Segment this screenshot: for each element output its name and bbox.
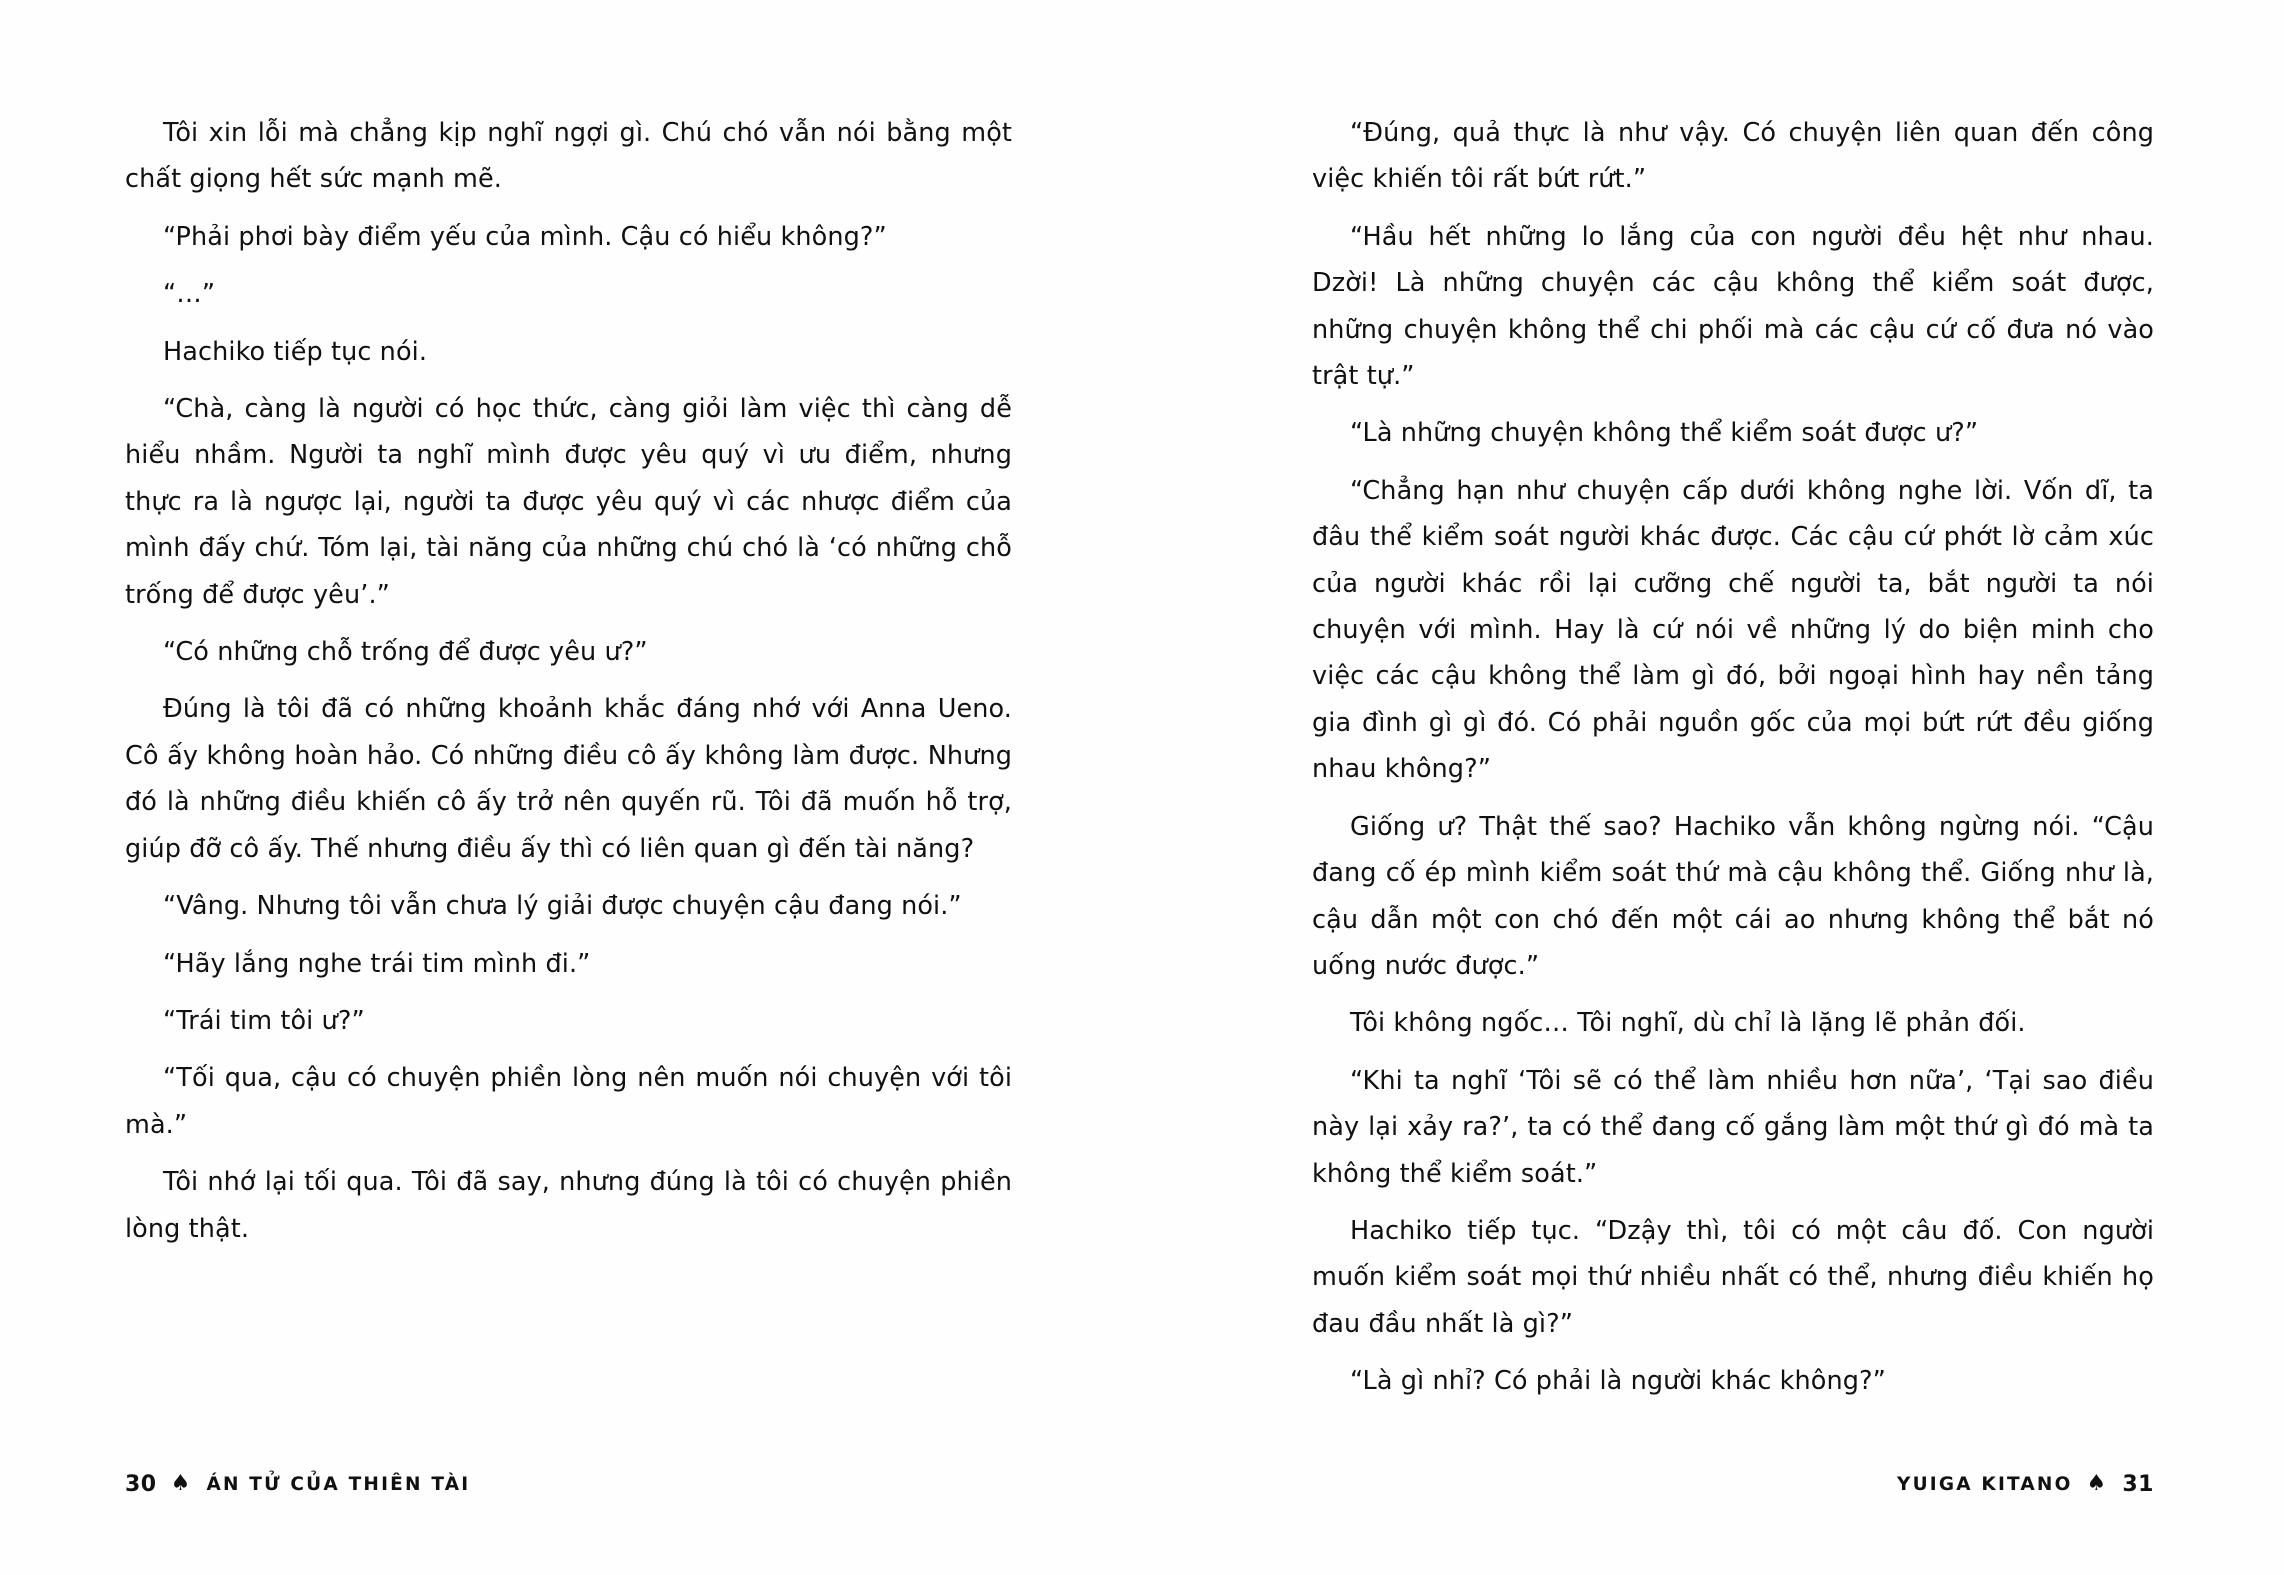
right-page-footer (1897, 1472, 2154, 1497)
paragraph: “Trái tim tôi ư?” (163, 1005, 365, 1036)
page-number: 30 (125, 1472, 157, 1497)
paragraph: “Chà, càng là người có học thức, càng giỏi làm việc thì càng dễ hiểu nhầm. Người ta nghĩ mình được yêu quý vì ưu điểm, nhưng thực ra là ngược lại, người ta được yêu quý vì các nhược điểm của mình đấy chứ. Tóm lại, tài năng của những chú chó là ‘có những chỗ trống để được yêu’.” (125, 394, 1012, 610)
paragraph: “Chẳng hạn như chuyện cấp dưới không nghe lời. Vốn dĩ, ta đâu thể kiểm soát người khác được. Các cậu cứ phớt lờ cảm xúc của người khác rồi lại cưỡng chế người ta, bắt người ta nói chuyện với mình. Hay là cứ nói về những lý do biện minh cho việc các cậu không thể làm gì đó, bởi ngoại hình hay nền tảng gia đình gì gì đó. Có phải nguồn gốc của mọi bứt rứt đều giống nhau không?” (1312, 475, 2154, 785)
running-title: ÁN TỬ CỦA THIÊN TÀI (206, 1474, 471, 1495)
paragraph: “Hầu hết những lo lắng của con người đều hệt như nhau. Dzời! Là những chuyện các cậu không thể kiểm soát được, những chuyện không thể chi phối mà các cậu cứ cố đưa nó vào trật tự.” (1312, 221, 2154, 392)
paragraph: “Đúng, quả thực là như vậy. Có chuyện liên quan đến công việc khiến tôi rất bứt rứt.” (1312, 118, 2154, 195)
paragraph: Hachiko tiếp tục nói. (163, 336, 428, 367)
paragraph: Đúng là tôi đã có những khoảnh khắc đáng nhớ với Anna Ueno. Cô ấy không hoàn hảo. Có những điều cô ấy không làm được. Nhưng đó là những điều khiến cô ấy trở nên quyến rũ. Tôi đã muốn hỗ trợ, giúp đỡ cô ấy. Thế nhưng điều ấy thì có liên quan gì đến tài năng? (125, 694, 1012, 864)
left-page-footer (125, 1472, 470, 1497)
spade-icon: ♠ (2086, 1470, 2109, 1496)
page-number: 31 (2122, 1472, 2154, 1497)
paragraph: “Phải phơi bày điểm yếu của mình. Cậu có hiểu không?” (163, 221, 887, 252)
right-page (1142, 0, 2284, 1575)
running-title: YUIGA KITANO (1896, 1474, 2073, 1495)
paragraph: “Là gì nhỉ? Có phải là người khác không?” (1350, 1366, 1886, 1397)
paragraph: Giống ư? Thật thế sao? Hachiko vẫn không ngừng nói. “Cậu đang cố ép mình kiểm soát thứ mà cậu không thể. Giống như là, cậu dẫn một con chó đến một cái ao nhưng không thể bắt nó uống nước được.” (1312, 811, 2154, 981)
paragraph: “Là những chuyện không thể kiểm soát được ư?” (1350, 418, 1979, 449)
paragraph: Tôi không ngốc… Tôi nghĩ, dù chỉ là lặng lẽ phản đối. (1350, 1008, 2026, 1039)
paragraph: “Hãy lắng nghe trái tim mình đi.” (163, 948, 591, 979)
paragraph: “Khi ta nghĩ ‘Tôi sẽ có thể làm nhiều hơn nữa’, ‘Tại sao điều này lại xảy ra?’, ta có thể đang cố gắng làm một thứ gì đó mà ta không thể kiểm soát.” (1312, 1065, 2154, 1189)
left-page-body (125, 110, 1012, 1252)
right-page-body (1312, 110, 2154, 1405)
paragraph: Tôi nhớ lại tối qua. Tôi đã say, nhưng đúng là tôi có chuyện phiền lòng thật. (125, 1167, 1012, 1244)
paragraph: Hachiko tiếp tục. “Dzậy thì, tôi có một câu đố. Con người muốn kiểm soát mọi thứ nhiều nhất có thể, nhưng điều khiến họ đau đầu nhất là gì?” (1312, 1215, 2154, 1339)
spade-icon: ♠ (170, 1470, 193, 1496)
paragraph: “Vâng. Nhưng tôi vẫn chưa lý giải được chuyện cậu đang nói.” (163, 891, 962, 922)
paragraph: Tôi xin lỗi mà chẳng kịp nghĩ ngợi gì. Chú chó vẫn nói bằng một chất giọng hết sức mạnh mẽ. (125, 118, 1012, 195)
paragraph: “Tối qua, cậu có chuyện phiền lòng nên muốn nói chuyện với tôi mà.” (125, 1063, 1012, 1140)
paragraph: “Có những chỗ trống để được yêu ư?” (163, 637, 648, 668)
paragraph: “…” (163, 279, 216, 310)
